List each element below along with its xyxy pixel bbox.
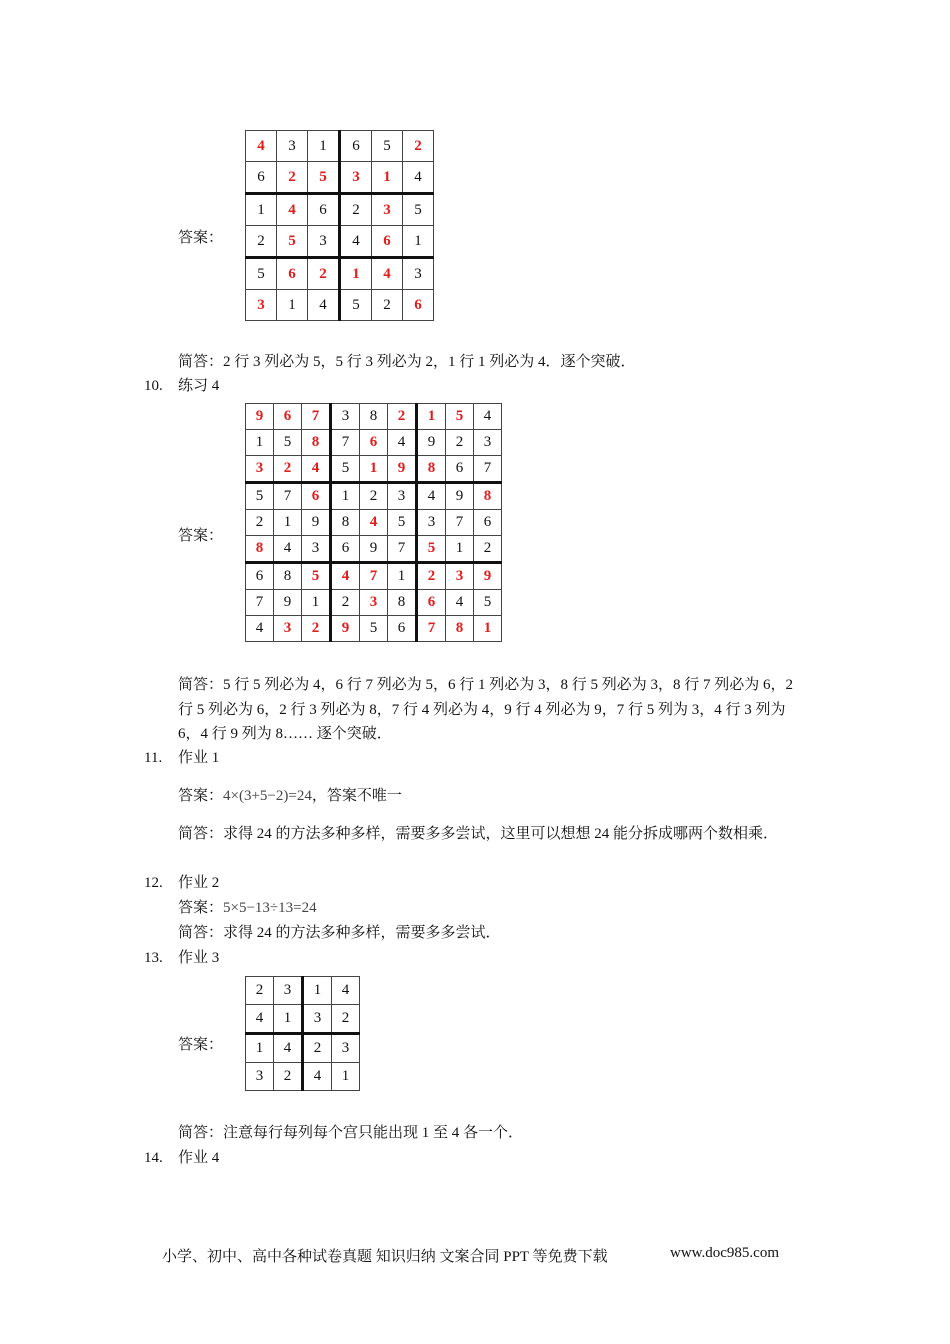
grid-row [246, 194, 434, 226]
grid-cell: 8 [274, 563, 302, 590]
grid-cell: 1 [446, 536, 474, 563]
grid-cell: 5 [302, 563, 331, 590]
grid-cell: 3 [446, 563, 474, 590]
grid-cell: 4 [474, 404, 502, 430]
grid-cell: 6 [446, 456, 474, 483]
grid-cell: 5 [277, 226, 308, 258]
item-title-14: 作业 4 [178, 1150, 220, 1166]
grid-cell: 2 [308, 258, 340, 290]
grid-cell: 4 [340, 226, 372, 258]
answer-line-12 [178, 896, 317, 920]
grid-cell: 1 [246, 194, 277, 226]
grid-cell: 8 [246, 536, 274, 563]
grid-cell: 2 [302, 616, 331, 642]
grid-cell: 6 [372, 226, 403, 258]
grid-cell: 1 [277, 290, 308, 321]
grid-cell: 8 [360, 404, 388, 430]
grid-cell: 3 [274, 616, 302, 642]
grid-cell: 5 [372, 131, 403, 162]
grid-cell: 5 [246, 483, 274, 510]
grid-row [246, 590, 502, 616]
grid-cell: 5 [340, 290, 372, 321]
grid-cell: 6 [246, 563, 274, 590]
grid-cell: 9 [417, 430, 446, 456]
grid-cell: 6 [331, 536, 360, 563]
grid-cell: 5 [403, 194, 434, 226]
grid-cell: 4 [274, 1034, 303, 1063]
grid-cell: 2 [246, 977, 274, 1005]
grid-cell: 6 [308, 194, 340, 226]
grid-cell: 4 [302, 456, 331, 483]
brief-answer-13: 简答：注意每行每列每个宫只能出现 1 至 4 各一个． [178, 1125, 524, 1141]
grid-cell: 3 [340, 162, 372, 194]
grid-cell: 1 [360, 456, 388, 483]
grid-cell: 3 [246, 1063, 274, 1091]
answer-label-13: 答案： [178, 1037, 224, 1053]
grid-cell: 3 [372, 194, 403, 226]
grid-cell: 9 [474, 563, 502, 590]
sudoku-grid-4x4 [245, 976, 360, 1091]
grid-cell: 1 [417, 404, 446, 430]
grid-cell: 1 [372, 162, 403, 194]
grid-cell: 3 [246, 456, 274, 483]
grid-row [246, 616, 502, 642]
grid-cell: 1 [246, 1034, 274, 1063]
grid-cell: 3 [332, 1034, 360, 1063]
grid-cell: 5 [474, 590, 502, 616]
grid-cell: 1 [246, 430, 274, 456]
grid-cell: 6 [474, 510, 502, 536]
grid-cell: 3 [246, 290, 277, 321]
grid-cell: 2 [417, 563, 446, 590]
grid-cell: 5 [417, 536, 446, 563]
grid-row [246, 162, 434, 194]
answer-line-11 [178, 784, 402, 808]
grid-cell: 2 [246, 226, 277, 258]
grid-cell: 7 [474, 456, 502, 483]
grid-row [246, 536, 502, 563]
grid-cell: 5 [446, 404, 474, 430]
grid-cell: 8 [388, 590, 417, 616]
grid-cell: 3 [303, 1005, 332, 1034]
grid-cell: 8 [302, 430, 331, 456]
grid-cell: 3 [417, 510, 446, 536]
formula-11: 4×(3+5−2)=24 [223, 788, 312, 804]
grid-row [246, 563, 502, 590]
grid-cell: 5 [388, 510, 417, 536]
grid-cell: 2 [474, 536, 502, 563]
grid-row [246, 456, 502, 483]
grid-cell: 3 [331, 404, 360, 430]
answer-label-10: 答案： [178, 528, 224, 544]
grid-cell: 7 [417, 616, 446, 642]
grid-row [246, 404, 502, 430]
grid-cell: 7 [331, 430, 360, 456]
grid-cell: 7 [388, 536, 417, 563]
grid-cell: 6 [277, 258, 308, 290]
grid-row [246, 290, 434, 321]
grid-cell: 8 [474, 483, 502, 510]
grid-cell: 6 [360, 430, 388, 456]
grid-cell: 2 [403, 131, 434, 162]
grid-cell: 8 [417, 456, 446, 483]
grid-cell: 5 [360, 616, 388, 642]
grid-cell: 9 [274, 590, 302, 616]
grid-cell: 3 [274, 977, 303, 1005]
grid-cell: 7 [360, 563, 388, 590]
grid-cell: 2 [340, 194, 372, 226]
item-number-10: 10. [144, 378, 163, 394]
grid-cell: 8 [331, 510, 360, 536]
item-title-13: 作业 3 [178, 950, 220, 966]
grid-cell: 3 [474, 430, 502, 456]
formula-12: 5×5−13÷13=24 [223, 900, 317, 916]
grid-cell: 7 [246, 590, 274, 616]
grid-row [246, 977, 360, 1005]
item-title-10: 练习 4 [178, 378, 220, 394]
grid-cell: 4 [332, 977, 360, 1005]
grid-row [246, 510, 502, 536]
answer-label-12: 答案： [178, 900, 224, 916]
grid-cell: 6 [417, 590, 446, 616]
grid-cell: 1 [332, 1063, 360, 1091]
grid-cell: 1 [274, 1005, 303, 1034]
answer-note-11: ，答案不唯一 [311, 788, 402, 804]
footer-left-text: 小学、初中、高中各种试卷真题 知识归纳 文案合同 PPT 等免费下载 [162, 1249, 608, 1265]
grid-cell: 2 [331, 590, 360, 616]
grid-cell: 3 [302, 536, 331, 563]
grid-cell: 4 [446, 590, 474, 616]
grid-cell: 1 [388, 563, 417, 590]
grid-cell: 4 [303, 1063, 332, 1091]
grid-cell: 9 [388, 456, 417, 483]
grid-cell: 2 [277, 162, 308, 194]
item-number-13: 13. [144, 950, 163, 966]
grid-cell: 4 [372, 258, 403, 290]
grid-cell: 9 [302, 510, 331, 536]
grid-cell: 4 [274, 536, 302, 563]
grid-cell: 7 [274, 483, 302, 510]
answer-label-9: 答案： [178, 230, 224, 246]
grid-cell: 9 [331, 616, 360, 642]
grid-cell: 5 [274, 430, 302, 456]
grid-cell: 1 [340, 258, 372, 290]
grid-cell: 2 [372, 290, 403, 321]
grid-cell: 2 [388, 404, 417, 430]
grid-cell: 4 [388, 430, 417, 456]
brief-answer-10: 简答：5 行 5 列必为 4，6 行 7 列必为 5，6 行 1 列必为 3，8 行 5 列必为 3，8 行 7 列必为 6，2 行 5 列必为 6，2 行 3 列必为 8，7 行 4 列必为 4，9 行 4 列必为 9，7 行 5 列为 3，4 行 3 列为 6，4 行 9 列为 8…… 逐个突破． [178, 677, 794, 742]
grid-row [246, 430, 502, 456]
item-number-14: 14. [144, 1150, 163, 1166]
grid-cell: 5 [331, 456, 360, 483]
item-title-12: 作业 2 [178, 875, 220, 891]
grid-cell: 5 [246, 258, 277, 290]
grid-cell: 6 [403, 290, 434, 321]
grid-cell: 2 [332, 1005, 360, 1034]
grid-cell: 7 [302, 404, 331, 430]
item-title-11: 作业 1 [178, 750, 220, 766]
grid-cell: 4 [308, 290, 340, 321]
grid-row [246, 1005, 360, 1034]
brief-answer-11: 简答：求得 24 的方法多种多样，需要多多尝试，这里可以想想 24 能分拆成哪两个数相乘． [178, 826, 779, 842]
grid-cell: 1 [308, 131, 340, 162]
grid-row [246, 226, 434, 258]
grid-cell: 2 [274, 456, 302, 483]
grid-cell: 4 [246, 1005, 274, 1034]
grid-cell: 3 [403, 258, 434, 290]
grid-cell: 4 [246, 616, 274, 642]
grid-cell: 1 [474, 616, 502, 642]
grid-cell: 1 [302, 590, 331, 616]
answer-label-11: 答案： [178, 788, 224, 804]
item-number-12: 12. [144, 875, 163, 891]
grid-cell: 9 [246, 404, 274, 430]
grid-cell: 4 [417, 483, 446, 510]
brief-answer-12: 简答：求得 24 的方法多种多样，需要多多尝试． [178, 925, 501, 941]
grid-row [246, 483, 502, 510]
grid-cell: 6 [340, 131, 372, 162]
grid-cell: 2 [446, 430, 474, 456]
grid-cell: 4 [360, 510, 388, 536]
footer-website: www.doc985.com [670, 1245, 780, 1261]
grid-cell: 2 [360, 483, 388, 510]
grid-row [246, 1034, 360, 1063]
grid-row [246, 131, 434, 162]
sudoku-grid-9x9 [245, 403, 502, 642]
grid-cell: 1 [403, 226, 434, 258]
grid-cell: 3 [277, 131, 308, 162]
grid-cell: 8 [446, 616, 474, 642]
grid-cell: 9 [360, 536, 388, 563]
grid-cell: 6 [274, 404, 302, 430]
grid-cell: 2 [303, 1034, 332, 1063]
grid-cell: 1 [274, 510, 302, 536]
grid-cell: 3 [360, 590, 388, 616]
grid-cell: 6 [302, 483, 331, 510]
grid-cell: 6 [246, 162, 277, 194]
grid-cell: 4 [277, 194, 308, 226]
grid-cell: 5 [308, 162, 340, 194]
grid-cell: 7 [446, 510, 474, 536]
grid-row [246, 1063, 360, 1091]
grid-row [246, 258, 434, 290]
grid-cell: 9 [446, 483, 474, 510]
grid-cell: 3 [308, 226, 340, 258]
grid-cell: 6 [388, 616, 417, 642]
grid-cell: 4 [331, 563, 360, 590]
item-number-11: 11. [144, 750, 163, 766]
grid-cell: 2 [246, 510, 274, 536]
grid-cell: 4 [246, 131, 277, 162]
sudoku-grid-6x6 [245, 130, 434, 321]
grid-cell: 1 [303, 977, 332, 1005]
brief-answer-9: 简答：2 行 3 列必为 5，5 行 3 列必为 2，1 行 1 列必为 4．逐个突破． [178, 354, 636, 370]
grid-cell: 4 [403, 162, 434, 194]
grid-cell: 1 [331, 483, 360, 510]
grid-cell: 3 [388, 483, 417, 510]
grid-cell: 2 [274, 1063, 303, 1091]
